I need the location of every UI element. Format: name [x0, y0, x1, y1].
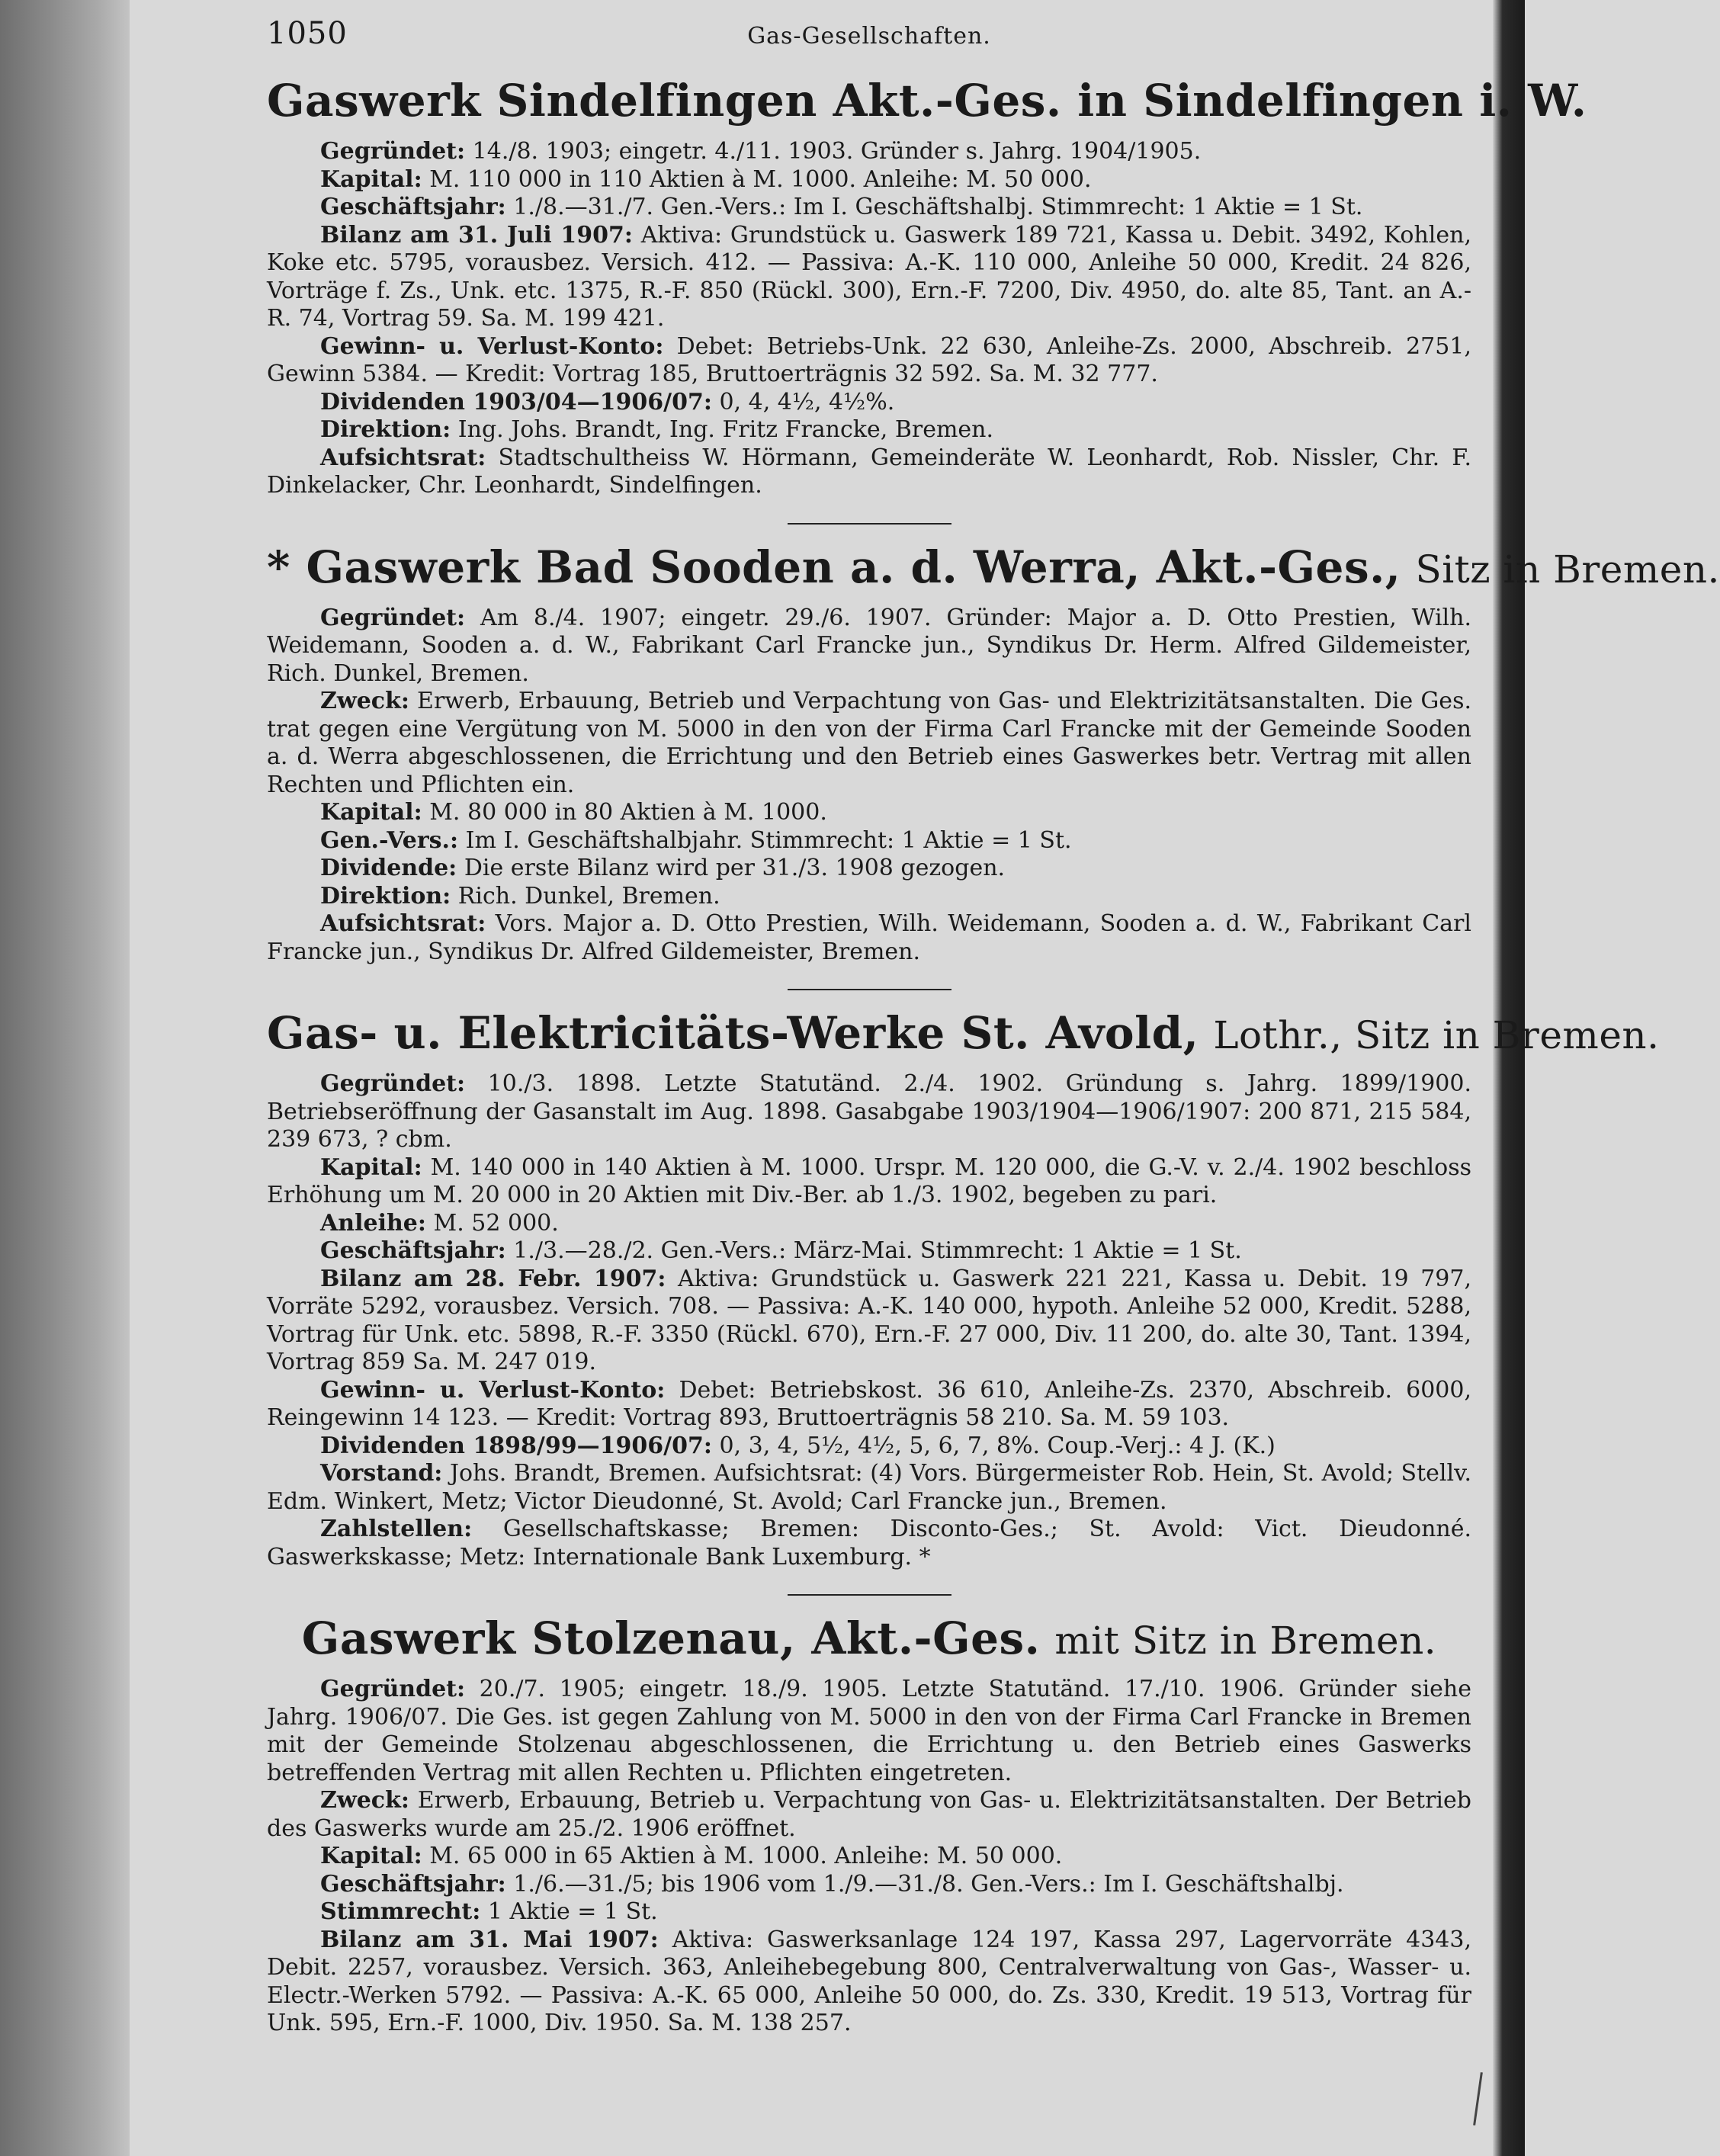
- entry-label: Gegründet:: [320, 138, 466, 165]
- entry-label: Zweck:: [320, 688, 409, 714]
- entry-label: Bilanz am 31. Juli 1907:: [320, 221, 633, 249]
- section-divider: [788, 989, 951, 990]
- company-entry: [267, 541, 1720, 967]
- running-title: Gas-Gesellschaften.: [747, 23, 991, 50]
- entry-paragraph: [267, 605, 1471, 688]
- entry-paragraph: [267, 389, 1471, 417]
- company-name: Gaswerk Stolzenau, Akt.-Ges.: [301, 1612, 1041, 1664]
- entry-label: Kapital:: [320, 1153, 422, 1181]
- running-head: [267, 15, 1471, 63]
- entry-text: M. 140 000 in 140 Aktien à M. 1000. Urspr. M. 120 000, die G.-V. v. 2./4. 1902 beschloss Erhöhung um M. 20 000 in 20 Aktien mit Div.-Ber. ab 1./3. 1902, begeben zu pari.: [267, 1153, 1471, 1208]
- entry-paragraph: [267, 827, 1471, 855]
- entry-text: 1 Aktie = 1 St.: [487, 1898, 658, 1925]
- company-seat: Sitz in Bremen.: [1415, 547, 1720, 592]
- entry-paragraph: [267, 1676, 1471, 1787]
- entry-text: M. 65 000 in 65 Aktien à M. 1000. Anleihe: M. 50 000.: [429, 1843, 1063, 1869]
- entry-paragraph: [267, 855, 1471, 883]
- entry-label: Gegründet:: [320, 604, 466, 631]
- entry-label: Zweck:: [320, 1787, 409, 1814]
- entry-text: M. 110 000 in 110 Aktien à M. 1000. Anleihe: M. 50 000.: [429, 165, 1092, 193]
- entry-text: Vors. Major a. D. Otto Prestien, Wilh. Weidemann, Sooden a. d. W., Fabrikant Carl Francke jun., Syndikus Dr. Alfred Gildemeister, Bremen.: [267, 910, 1471, 965]
- entry-text: Am 8./4. 1907; eingetr. 29./6. 1907. Gründer: Major a. D. Otto Prestien, Wilh. Weidemann, Sooden a. d. W., Fabrikant Carl Francke jun., Syndikus Dr. Herm. Alfred Gildemeister, Rich. Dunkel, Bremen.: [267, 604, 1471, 687]
- entry-text: M. 80 000 in 80 Aktien à M. 1000.: [429, 799, 827, 826]
- entry-label: Kapital:: [320, 799, 422, 826]
- entry-paragraph: [267, 1237, 1471, 1266]
- entry-label: Geschäftsjahr:: [320, 1237, 506, 1264]
- entry-label: Geschäftsjahr:: [320, 1870, 506, 1898]
- entry-text: 1./3.—28./2. Gen.-Vers.: März-Mai. Stimmrecht: 1 Aktie = 1 St.: [513, 1237, 1242, 1264]
- entry-paragraph: [267, 1266, 1471, 1377]
- entry-text: Erwerb, Erbauung, Betrieb und Verpachtung von Gas- und Elektrizitätsanstalten. Die Ges. trat gegen eine Vergütung von M. 5000 in den von der Firma Carl Francke mit der Gemeinde Sooden a. d. Werra abgeschlossenen, die Errichtung und den Betrieb eines Gaswerkes betr. Vertrag mit allen Rechten und Pflichten ein.: [267, 688, 1471, 798]
- company-heading: [267, 541, 1720, 594]
- ink-mark: [1473, 2072, 1483, 2126]
- company-heading: [267, 1007, 1660, 1060]
- entry-label: Dividenden 1898/99—1906/07:: [320, 1432, 712, 1459]
- entry-label: Dividende:: [320, 855, 457, 881]
- entry-paragraph: [267, 910, 1471, 966]
- entry-text: Stadtschultheiss W. Hörmann, Gemeinderäte W. Leonhardt, Rob. Nissler, Chr. F. Dinkelacker, Chr. Leonhardt, Sindelfingen.: [267, 444, 1471, 499]
- company-entry: [267, 75, 1587, 500]
- entry-paragraph: [267, 1210, 1471, 1238]
- entry-paragraph: [267, 166, 1471, 194]
- entry-label: Gegründet:: [320, 1676, 466, 1702]
- entry-text: Die erste Bilanz wird per 31./3. 1908 gezogen.: [464, 855, 1006, 881]
- entry-text: 14./8. 1903; eingetr. 4./11. 1903. Gründer s. Jahrg. 1904/1905.: [472, 138, 1202, 165]
- entry-text: 0, 3, 4, 5½, 4½, 5, 6, 7, 8%. Coup.-Verj.: 4 J. (K.): [719, 1432, 1276, 1459]
- book-binding-edge: [0, 0, 130, 2156]
- entry-paragraph: [267, 1460, 1471, 1516]
- entry-label: Gewinn- u. Verlust-Konto:: [320, 1376, 666, 1404]
- entry-label: Vorstand:: [320, 1460, 443, 1487]
- entry-paragraph: [267, 799, 1471, 827]
- entry-paragraph: [267, 1871, 1471, 1899]
- entry-paragraph: [267, 1516, 1471, 1571]
- entry-paragraph: [267, 1898, 1471, 1927]
- entry-text: 10./3. 1898. Letzte Statutänd. 2./4. 1902. Gründung s. Jahrg. 1899/1900. Betriebseröffnung der Gasanstalt im Aug. 1898. Gasabgabe 1903/1904—1906/1907: 200 871, 215 584, 239 673, ? cbm.: [267, 1070, 1471, 1153]
- entry-text: M. 52 000.: [433, 1209, 559, 1237]
- entry-text: 0, 4, 4½, 4½%.: [719, 388, 895, 415]
- entry-paragraph: [267, 1787, 1471, 1843]
- entry-label: Aufsichtsrat:: [320, 444, 486, 471]
- entry-text: Aktiva: Gaswerksanlage 124 197, Kassa 297, Lagervorräte 4343, Debit. 2257, vorausbez. Versich. 363, Anleihebegebung 800, Centralverwaltung von Gas-, Wasser- u. Electr.-Werken 5792. — Passiva: A.-K. 65 000, Anleihe 50 000, do. Zs. 330, Kredit. 19 513, Vortrag für Unk. 595, Ern.-F. 1000, Div. 1950. Sa. M. 138 257.: [267, 1926, 1471, 2036]
- company-name: Gaswerk Sindelfingen Akt.-Ges. in Sindelfingen i. W.: [267, 75, 1587, 127]
- company-heading: [267, 75, 1587, 127]
- entry-paragraph: [267, 444, 1471, 500]
- company-entries: [267, 75, 1720, 2038]
- entry-label: Geschäftsjahr:: [320, 194, 506, 220]
- entry-text: Johs. Brandt, Bremen. Aufsichtsrat: (4) Vors. Bürgermeister Rob. Hein, St. Avold; Stellv. Edm. Winkert, Metz; Victor Dieudonné, St. Avold; Carl Francke jun., Bremen.: [267, 1460, 1472, 1515]
- entry-text: Aktiva: Grundstück u. Gaswerk 189 721, Kassa u. Debit. 3492, Kohlen, Koke etc. 5795, vorausbez. Versich. 412. — Passiva: A.-K. 110 000, Anleihe 50 000, Kredit. 24 826, Vorträge f. Zs., Unk. etc. 1375, R.-F. 850 (Rückl. 300), Ern.-F. 7200, Div. 4950, do. alte 85, Tant. an A.-R. 74, Vortrag 59. Sa. M. 199 421.: [267, 221, 1471, 332]
- entry-paragraph: [267, 883, 1471, 911]
- page-right-edge: [1493, 0, 1525, 2156]
- entry-paragraph: [267, 1843, 1471, 1871]
- document-page: [267, 15, 1720, 2142]
- entry-text: Erwerb, Erbauung, Betrieb u. Verpachtung von Gas- u. Elektrizitätsanstalten. Der Betrieb des Gaswerks wurde am 25./2. 1906 eröffnet.: [267, 1787, 1471, 1842]
- entry-paragraph: [267, 1377, 1471, 1433]
- entry-text: Rich. Dunkel, Bremen.: [457, 882, 720, 910]
- section-divider: [788, 1594, 951, 1596]
- entry-label: Gen.-Vers.:: [320, 826, 459, 854]
- entry-paragraph: [267, 138, 1471, 166]
- page-number: 1050: [267, 16, 348, 51]
- company-entry: [267, 1614, 1471, 2038]
- entry-label: Kapital:: [320, 165, 422, 193]
- entry-text: Im I. Geschäftshalbjahr. Stimmrecht: 1 Aktie = 1 St.: [465, 826, 1072, 854]
- company-entry: [267, 1007, 1660, 1571]
- company-heading: [267, 1614, 1471, 1665]
- entry-text: 1./6.—31./5; bis 1906 vom 1./9.—31./8. Gen.-Vers.: Im I. Geschäftshalbj.: [513, 1870, 1344, 1898]
- entry-text: 1./8.—31./7. Gen.-Vers.: Im I. Geschäftshalbj. Stimmrecht: 1 Aktie = 1 St.: [513, 194, 1363, 220]
- company-name: * Gaswerk Bad Sooden a. d. Werra, Akt.-Ges.,: [267, 541, 1401, 593]
- entry-paragraph: [267, 222, 1471, 333]
- entry-paragraph: [267, 688, 1471, 799]
- entry-text: Debet: Betriebs-Unk. 22 630, Anleihe-Zs. 2000, Abschreib. 2751, Gewinn 5384. — Kredit: Vortrag 185, Bruttoerträgnis 32 592. Sa. M. 32 777.: [267, 332, 1471, 387]
- entry-text: 20./7. 1905; eingetr. 18./9. 1905. Letzte Statutänd. 17./10. 1906. Gründer siehe Jahrg. 1906/07. Die Ges. ist gegen Zahlung von M. 5000 in den von der Firma Carl Francke in Bremen mit der Gemeinde Stolzenau abgeschlossenen, die Errichtung u. den Betrieb eines Gaswerks betreffenden Vertrag mit allen Rechten u. Pflichten eingetreten.: [267, 1676, 1471, 1786]
- entry-text: Ing. Johs. Brandt, Ing. Fritz Francke, Bremen.: [457, 416, 994, 443]
- entry-paragraph: [267, 194, 1471, 222]
- entry-label: Kapital:: [320, 1843, 422, 1869]
- entry-paragraph: [267, 1927, 1471, 2038]
- entry-label: Anleihe:: [320, 1209, 426, 1237]
- entry-paragraph: [267, 1154, 1471, 1210]
- entry-text: Aktiva: Grundstück u. Gaswerk 221 221, Kassa u. Debit. 19 797, Vorräte 5292, vorausbez. Versich. 708. — Passiva: A.-K. 140 000, hypoth. Anleihe 52 000, Kredit. 5288, Vortrag für Unk. etc. 5898, R.-F. 3350 (Rückl. 670), Ern.-F. 27 000, Div. 11 200, do. alte 30, Tant. 1394, Vortrag 859 Sa. M. 247 019.: [267, 1265, 1471, 1375]
- entry-paragraph: [267, 416, 1471, 444]
- company-name: Gas- u. Elektricitäts-Werke St. Avold,: [267, 1007, 1199, 1059]
- company-seat: Lothr., Sitz in Bremen.: [1213, 1013, 1660, 1057]
- entry-text: Gesellschaftskasse; Bremen: Disconto-Ges.; St. Avold: Vict. Dieudonné. Gaswerkskasse; Metz: Internationale Bank Luxemburg. *: [267, 1516, 1471, 1570]
- entry-label: Gegründet:: [320, 1070, 466, 1097]
- entry-label: Gewinn- u. Verlust-Konto:: [320, 332, 664, 360]
- entry-paragraph: [267, 1433, 1471, 1461]
- entry-label: Aufsichtsrat:: [320, 910, 486, 937]
- entry-label: Stimmrecht:: [320, 1898, 481, 1925]
- entry-label: Bilanz am 31. Mai 1907:: [320, 1926, 659, 1953]
- entry-label: Bilanz am 28. Febr. 1907:: [320, 1265, 666, 1292]
- entry-label: Dividenden 1903/04—1906/07:: [320, 388, 712, 415]
- entry-label: Zahlstellen:: [320, 1516, 473, 1542]
- entry-paragraph: [267, 1070, 1471, 1154]
- entry-paragraph: [267, 333, 1471, 389]
- entry-label: Direktion:: [320, 416, 451, 443]
- entry-label: Direktion:: [320, 882, 451, 910]
- entry-text: Debet: Betriebskost. 36 610, Anleihe-Zs. 2370, Abschreib. 6000, Reingewinn 14 123. — Kredit: Vortrag 893, Bruttoerträgnis 58 210. Sa. M. 59 103.: [267, 1376, 1471, 1431]
- section-divider: [788, 523, 951, 525]
- company-seat: mit Sitz in Bremen.: [1054, 1619, 1437, 1663]
